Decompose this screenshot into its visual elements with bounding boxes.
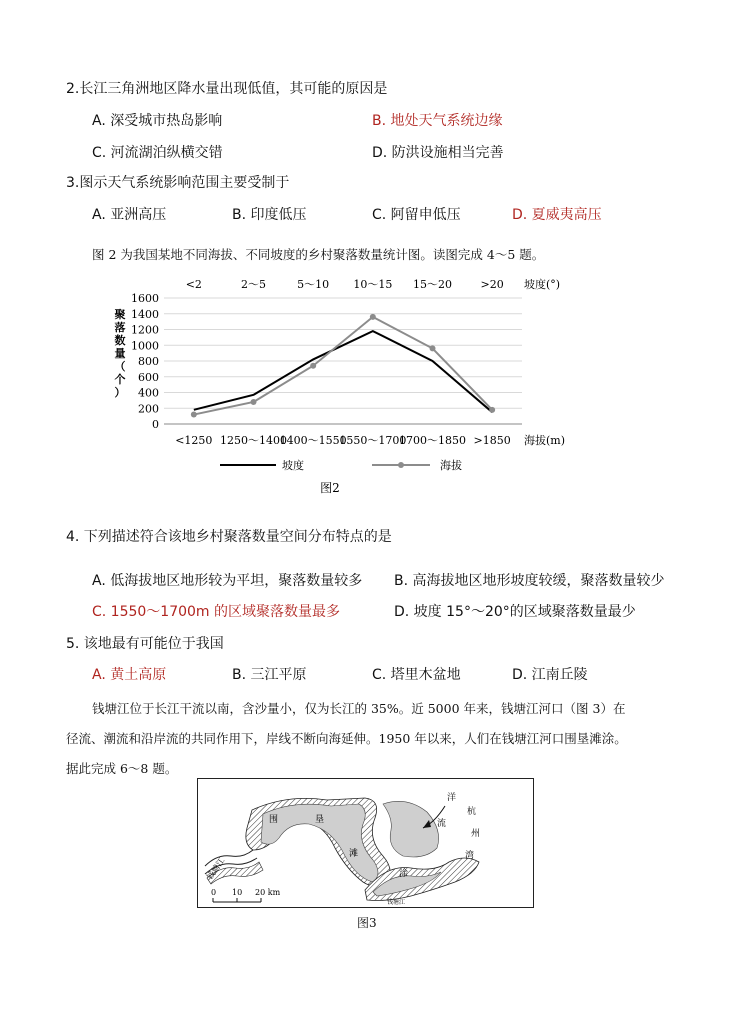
y-axis-label-char: 个 — [114, 373, 126, 386]
q3-option-d[interactable]: D. 夏威夷高压 — [512, 207, 602, 223]
top-tick-label: 15～20 — [413, 278, 452, 291]
q3-option-b[interactable]: B. 印度低压 — [232, 207, 307, 223]
legend-label-1: 坡度 — [282, 459, 304, 472]
x-tick-label: 1250～1400 — [220, 434, 287, 447]
legend-marker-2 — [398, 462, 404, 468]
y-tick-label: 600 — [138, 370, 159, 384]
x-tick-label: 1550～1700 — [339, 434, 407, 447]
y-axis-label-char: （ — [114, 360, 126, 373]
series-line-2 — [194, 317, 492, 415]
q3-stem: 3.图示天气系统影响范围主要受制于 — [66, 175, 290, 191]
q2-option-b[interactable]: B. 地处天气系统边缘 — [372, 113, 503, 129]
top-tick-label: 10～15 — [353, 278, 393, 291]
y-tick-label: 200 — [138, 402, 159, 416]
series-point — [191, 412, 197, 418]
y-tick-label: 400 — [138, 386, 159, 400]
x-tick-label: 1400～1550 — [279, 434, 347, 447]
q5-option-c[interactable]: C. 塔里木盆地 — [372, 667, 461, 683]
y-tick-label: 0 — [152, 418, 159, 431]
x-tick-label: 1700～1850 — [399, 434, 466, 447]
x-tick-label: >1850 — [473, 434, 511, 447]
passage-line-2: 径流、潮流和沿岸流的共同作用下，岸线不断向海延伸。1950 年以来，人们在钱塘江河口围垦滩涂。 — [66, 731, 627, 746]
y-axis-label-char: ） — [114, 386, 126, 399]
q4-option-a[interactable]: A. 低海拔地区地形较为平坦，聚落数量较多 — [92, 573, 363, 589]
series-point — [489, 407, 495, 413]
label-river-small: 钱塘江 — [387, 899, 406, 906]
passage-line-1: 钱塘江位于长江干流以南，含沙量小，仅为长江的 35%。近 5000 年来，钱塘江河口（图 3）在 — [92, 701, 626, 716]
y-tick-label: 1200 — [131, 323, 159, 337]
q2-stem: 2.长江三角洲地区降水量出现低值，其可能的原因是 — [66, 81, 388, 97]
q5-option-a[interactable]: A. 黄土高原 — [92, 667, 167, 683]
top-axis-label: 坡度(°) — [524, 278, 561, 291]
series-point — [370, 314, 376, 320]
label-river: 钱塘江 — [205, 856, 227, 882]
series-point — [251, 399, 257, 405]
q4-option-c[interactable]: C. 1550～1700m 的区域聚落数量最多 — [92, 604, 341, 620]
top-tick-label: <2 — [185, 278, 202, 291]
y-tick-label: 1600 — [131, 292, 159, 305]
top-tick-label: >20 — [480, 278, 504, 291]
q4-option-d[interactable]: D. 坡度 15°～20°的区域聚落数量最少 — [394, 604, 636, 620]
passage-line-3: 据此完成 6～8 题。 — [66, 761, 178, 776]
q4-stem: 4. 下列描述符合该地乡村聚落数量空间分布特点的是 — [66, 529, 392, 545]
figure3-caption: 图3 — [357, 916, 377, 930]
series-line-1 — [194, 331, 492, 412]
label-wan: 湾 — [465, 851, 475, 861]
y-tick-label: 1000 — [131, 339, 159, 353]
series-point — [430, 345, 436, 351]
scale-0: 0 — [211, 888, 217, 897]
label-hang: 杭 — [467, 807, 477, 817]
x-tick-label: <1250 — [175, 434, 213, 447]
scale-10: 10 — [232, 888, 243, 897]
q2-option-d[interactable]: D. 防洪设施相当完善 — [372, 145, 504, 161]
y-tick-label: 800 — [138, 355, 159, 368]
q5-option-b[interactable]: B. 三江平原 — [232, 667, 307, 683]
q2-option-c[interactable]: C. 河流湖泊纵横交错 — [92, 145, 223, 161]
label-yang: 洋 — [447, 793, 457, 803]
y-axis-label-char: 落 — [114, 321, 126, 334]
q3-option-c[interactable]: C. 阿留申低压 — [372, 207, 461, 223]
top-tick-label: 5～10 — [297, 278, 330, 291]
label-tu: 涂 — [399, 869, 409, 879]
x-axis-label: 海拔(m) — [524, 434, 566, 447]
y-axis-label-char: 量 — [114, 347, 126, 360]
label-tan: 滩 — [349, 849, 359, 859]
scale-20: 20 km — [255, 888, 281, 897]
legend-label-2: 海拔 — [440, 459, 462, 472]
q3-option-a[interactable]: A. 亚洲高压 — [92, 207, 167, 223]
settlement-line-chart — [100, 272, 570, 497]
q4-option-b[interactable]: B. 高海拔地区地形坡度较缓，聚落数量较少 — [394, 573, 665, 589]
q5-option-d[interactable]: D. 江南丘陵 — [512, 667, 588, 683]
figure2-intro: 图 2 为我国某地不同海拔、不同坡度的乡村聚落数量统计图。读图完成 4～5 题。 — [92, 247, 545, 262]
figure2-caption: 图2 — [320, 481, 340, 495]
estuary-map — [197, 778, 534, 908]
label-liu: 流 — [437, 819, 447, 829]
label-ken: 垦 — [315, 815, 325, 825]
label-zhou: 州 — [471, 829, 481, 839]
q2-option-a[interactable]: A. 深受城市热岛影响 — [92, 113, 223, 129]
y-tick-label: 1400 — [131, 307, 159, 321]
q5-stem: 5. 该地最有可能位于我国 — [66, 636, 224, 652]
y-axis-label-char: 数 — [114, 334, 126, 347]
y-axis-label-char: 聚 — [114, 308, 126, 321]
label-wei: 围 — [269, 815, 279, 825]
top-tick-label: 2～5 — [241, 278, 266, 291]
series-point — [310, 363, 316, 369]
